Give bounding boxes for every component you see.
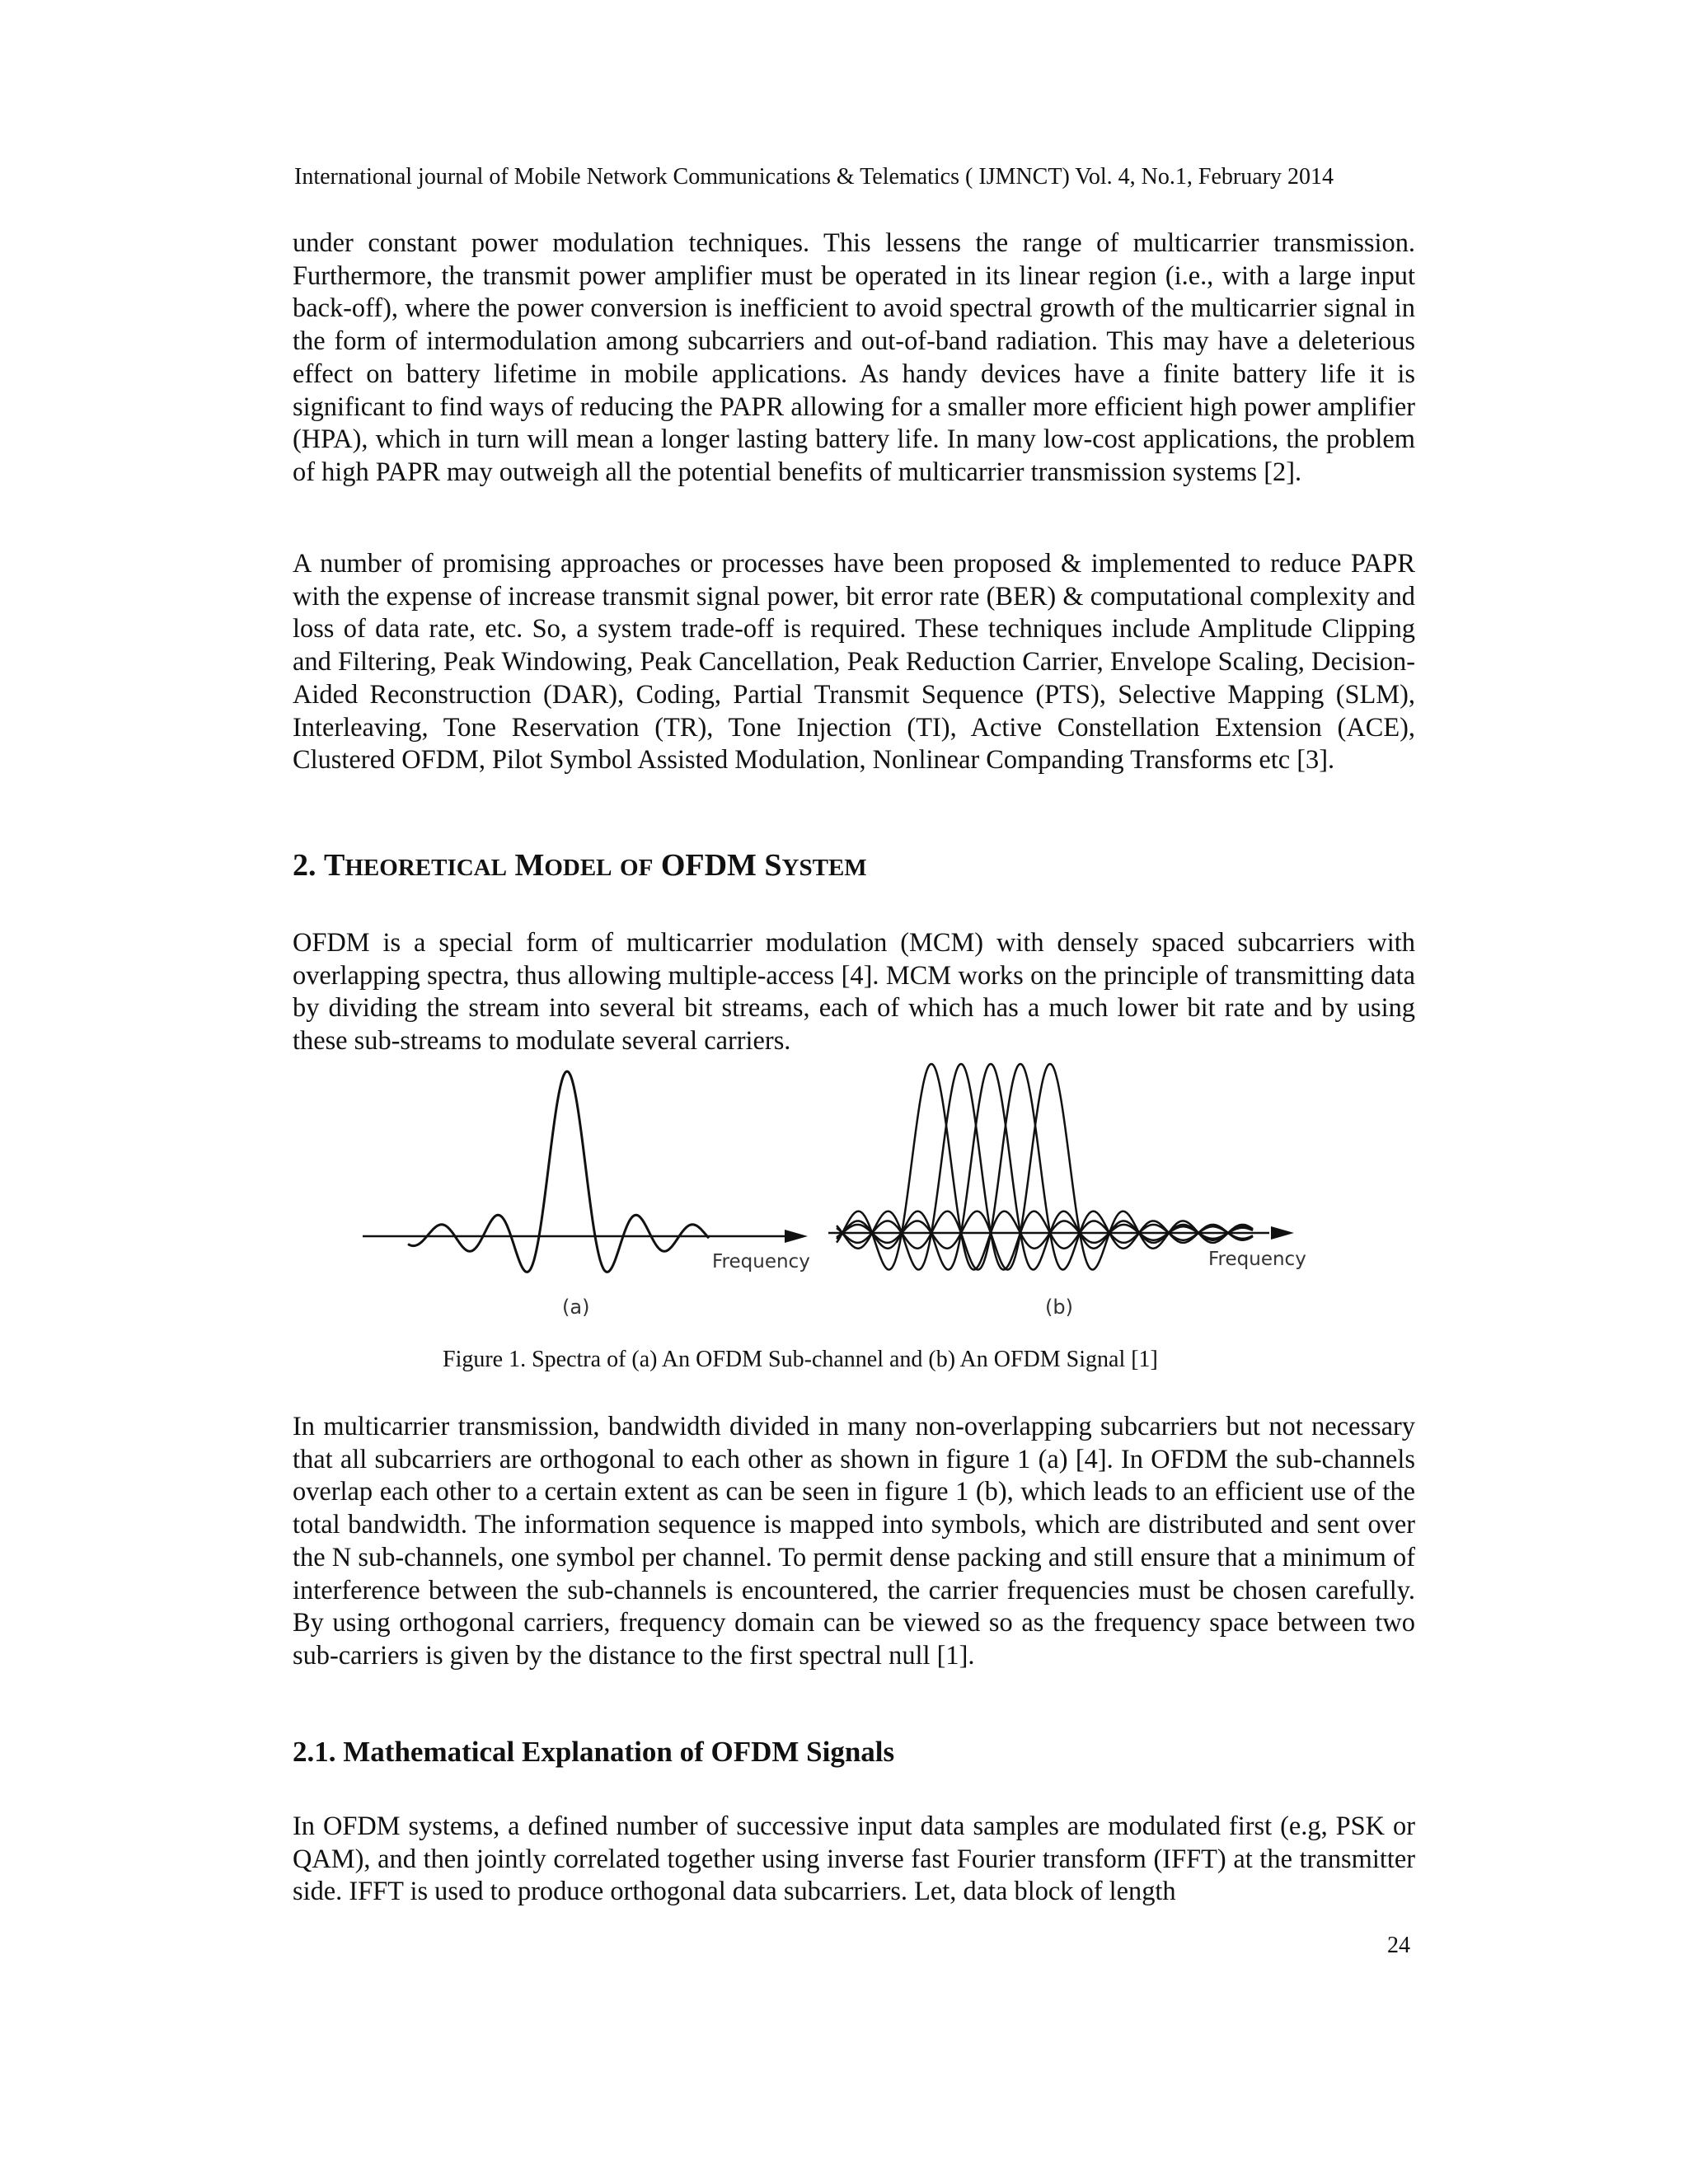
paragraph-2: A number of promising approaches or processes have been proposed & implemented to reduce PAPR with the expense of increase transmit signal power, bit error rate (BER) & computational complexity and loss of data rate, etc. So, a system trade-off is required. These techniques include Amplitude Clipping and Filtering, Peak Windowing, Peak Cancellation, Peak Reduction Carrier, Envelope Scaling, Decision-Aided Reconstruction (DAR), Coding, Partial Transmit Sequence (PTS), Selective Mapping (SLM), Interleaving, Tone Reservation (TR), Tone Injection (TI), Active Constellation Extension (ACE), Clustered OFDM, Pilot Symbol Assisted Modulation, Nonlinear Companding Transforms etc [3]. bbox=[293, 549, 1415, 776]
paragraph-1: under constant power modulation techniques. This lessens the range of multicarrier transmission. Furthermore, the transmit power amplifier must be operated in its linear region (i.e., with a large input back-off), where the power conversion is inefficient to avoid spectral growth of the multicarrier signal in the form of intermodulation among subcarriers and out-of-band radiation. This may have a deleterious effect on battery lifetime in mobile applications. As handy devices have a finite battery life it is significant to find ways of reducing the PAPR allowing for a smaller more efficient high power amplifier (HPA), which in turn will mean a longer lasting battery life. In many low-cost applications, the problem of high PAPR may outweigh all the potential benefits of multicarrier transmission systems [2]. bbox=[293, 228, 1415, 487]
subsection-heading: 2.1. Mathematical Explanation of OFDM Signals bbox=[293, 1736, 895, 1768]
paragraph-3: OFDM is a special form of multicarrier modulation (MCM) with densely spaced subcarriers with overlapping spectra, thus allowing multiple-access [4]. MCM works on the principle of transmitting data by dividing the stream into several bit streams, each of which has a much lower bit rate and by using these sub-streams to modulate several carriers. bbox=[293, 928, 1415, 1057]
paragraph-5: In OFDM systems, a defined number of successive input data samples are modulated first (e.g, PSK or QAM), and then jointly correlated together using inverse fast Fourier transform (IFFT) at the transmitter side. IFFT is used to produce orthogonal data subcarriers. Let, data block of length bbox=[293, 1811, 1415, 1907]
panel-a-arrowhead bbox=[785, 1230, 808, 1243]
section-heading: 2. THEORETICAL MODEL OF OFDM SYSTEM bbox=[293, 848, 867, 883]
panel-b-arrowhead bbox=[1271, 1226, 1294, 1240]
panel-b-label: (b) bbox=[1045, 1296, 1073, 1319]
figure-caption: Figure 1. Spectra of (a) An OFDM Sub-channel and (b) An OFDM Signal [1] bbox=[443, 1347, 1158, 1372]
panel-a-subchannel-curve bbox=[408, 1071, 709, 1272]
panel-a bbox=[363, 1071, 810, 1319]
paragraph-4: In multicarrier transmission, bandwidth divided in many non-overlapping subcarriers but not necessary that all subcarriers are orthogonal to each other as shown in figure 1 (a) [4]. In OFDM the sub-channels overlap each other to a certain extent as can be seen in figure 1 (b), which leads to an efficient use of the total bandwidth. The information sequence is mapped into symbols, which are distributed and sent over the N sub-channels, one symbol per channel. To permit dense packing and still ensure that a minimum of interference between the sub-channels is encountered, the carrier frequencies must be chosen carefully. By using orthogonal carriers, frequency domain can be viewed so as the frequency space between two sub-carriers is given by the distance to the first spectral null [1]. bbox=[293, 1412, 1415, 1671]
panel-a-axis-label: Frequency bbox=[712, 1251, 810, 1272]
panel-a-label: (a) bbox=[562, 1296, 590, 1319]
figure-1-spectra bbox=[354, 1062, 1327, 1324]
panel-b bbox=[828, 1064, 1306, 1319]
page-number: 24 bbox=[1387, 1933, 1410, 1958]
running-header: International journal of Mobile Network Communications & Telematics ( IJMNCT) Vol. 4, No.1, February 2014 bbox=[294, 164, 1334, 190]
panel-b-axis-label: Frequency bbox=[1208, 1249, 1306, 1270]
